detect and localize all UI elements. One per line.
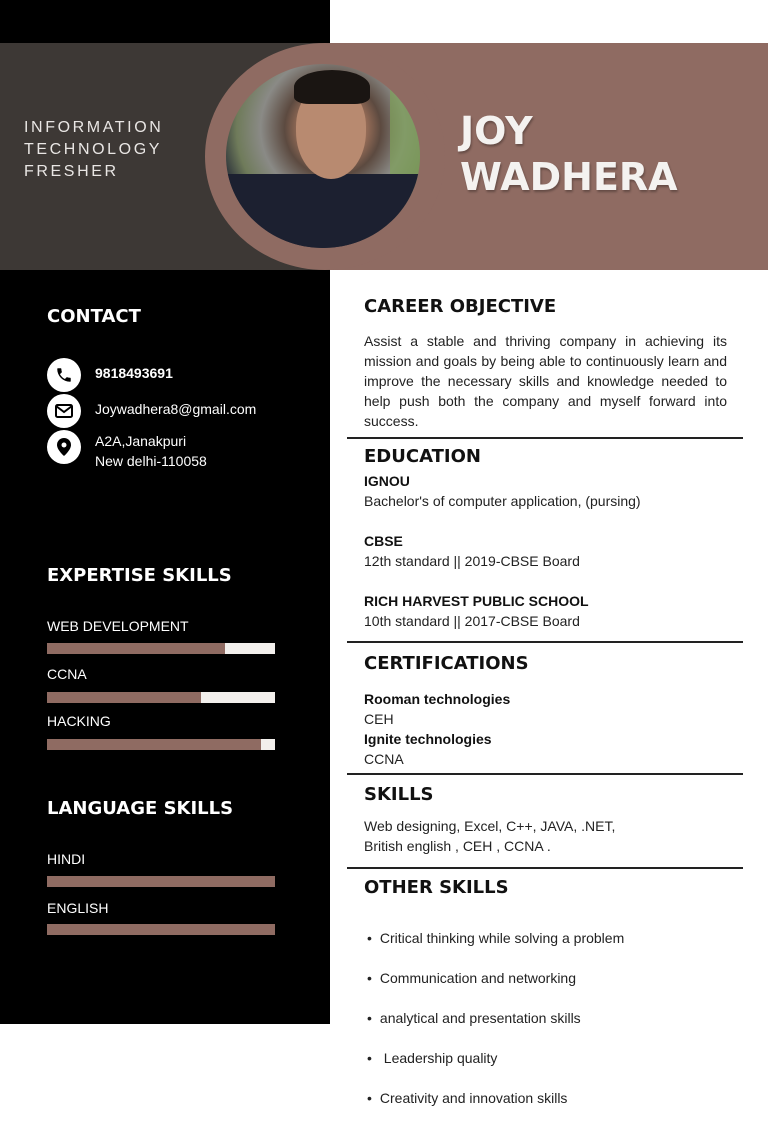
address-line: New delhi-110058 <box>95 453 207 469</box>
language-bar-fill <box>47 876 275 887</box>
email-icon <box>47 394 81 428</box>
contact-email <box>47 394 256 428</box>
language-bar-fill <box>47 924 275 935</box>
skill-bar-fill <box>47 692 201 703</box>
divider <box>347 437 743 439</box>
skills-line: British english , CEH , CCNA . <box>364 838 551 854</box>
subtitle-line: FRESHER <box>24 163 119 180</box>
list-item: • Leadership quality <box>367 1048 624 1068</box>
education-heading: EDUCATION <box>364 446 481 467</box>
skill-bar <box>47 739 275 750</box>
skill-bar-fill <box>47 643 225 654</box>
skill-bar <box>47 643 275 654</box>
subtitle-line: TECHNOLOGY <box>24 141 163 158</box>
skills-line: Web designing, Excel, C++, JAVA, .NET, <box>364 818 616 834</box>
skill-label: WEB DEVELOPMENT <box>47 618 189 634</box>
contact-heading: CONTACT <box>47 306 141 327</box>
education-detail: 10th standard || 2017-CBSE Board <box>364 613 580 629</box>
certifications-heading: CERTIFICATIONS <box>364 653 529 674</box>
subtitle-line: INFORMATION <box>24 119 164 136</box>
location-pin-icon <box>47 430 81 464</box>
contact-address <box>47 430 207 471</box>
contact-phone <box>47 358 173 392</box>
education-detail: Bachelor's of computer application, (pursing) <box>364 493 641 509</box>
education-detail: 12th standard || 2019-CBSE Board <box>364 553 580 569</box>
divider <box>347 641 743 643</box>
other-skills-list <box>367 908 624 1128</box>
last-name: WADHERA <box>460 155 678 199</box>
phone-icon <box>47 358 81 392</box>
language-bar <box>47 924 275 935</box>
language-heading: LANGUAGE SKILLS <box>47 798 234 819</box>
language-label: HINDI <box>47 851 86 867</box>
skills-heading: SKILLS <box>364 784 434 805</box>
list-item: • analytical and presentation skills <box>367 1008 624 1028</box>
cert-name: CEH <box>364 711 394 727</box>
job-subtitle <box>24 117 163 183</box>
phone-text: 9818493691 <box>95 365 173 381</box>
language-bar <box>47 876 275 887</box>
full-name <box>460 108 678 200</box>
cert-org: Rooman technologies <box>364 691 511 707</box>
school-name: CBSE <box>364 533 403 549</box>
divider <box>347 773 743 775</box>
skill-bar <box>47 692 275 703</box>
list-item: • Communication and networking <box>367 968 624 988</box>
school-name: RICH HARVEST PUBLIC SCHOOL <box>364 593 589 609</box>
cert-org: Ignite technologies <box>364 731 492 747</box>
skill-label: CCNA <box>47 666 87 682</box>
expertise-heading: EXPERTISE SKILLS <box>47 565 232 586</box>
other-skills-heading: OTHER SKILLS <box>364 877 509 898</box>
first-name: JOY <box>460 109 533 153</box>
skill-bar-fill <box>47 739 261 750</box>
profile-photo <box>226 64 420 248</box>
cert-name: CCNA <box>364 751 404 767</box>
email-text: Joywadhera8@gmail.com <box>95 401 257 417</box>
objective-text: Assist a stable and thriving company in achieving its mission and goals by being able to continuously learn and improve the necessary skills and knowledge needed to help push both the company and myself forward into success. <box>364 333 727 429</box>
divider <box>347 867 743 869</box>
list-item: • Creativity and innovation skills <box>367 1088 624 1108</box>
school-name: IGNOU <box>364 473 410 489</box>
list-item: • Critical thinking while solving a problem <box>367 928 624 948</box>
objective-heading: CAREER OBJECTIVE <box>364 296 557 317</box>
address-line: A2A,Janakpuri <box>95 433 187 449</box>
skill-label: HACKING <box>47 713 111 729</box>
language-label: ENGLISH <box>47 900 109 916</box>
